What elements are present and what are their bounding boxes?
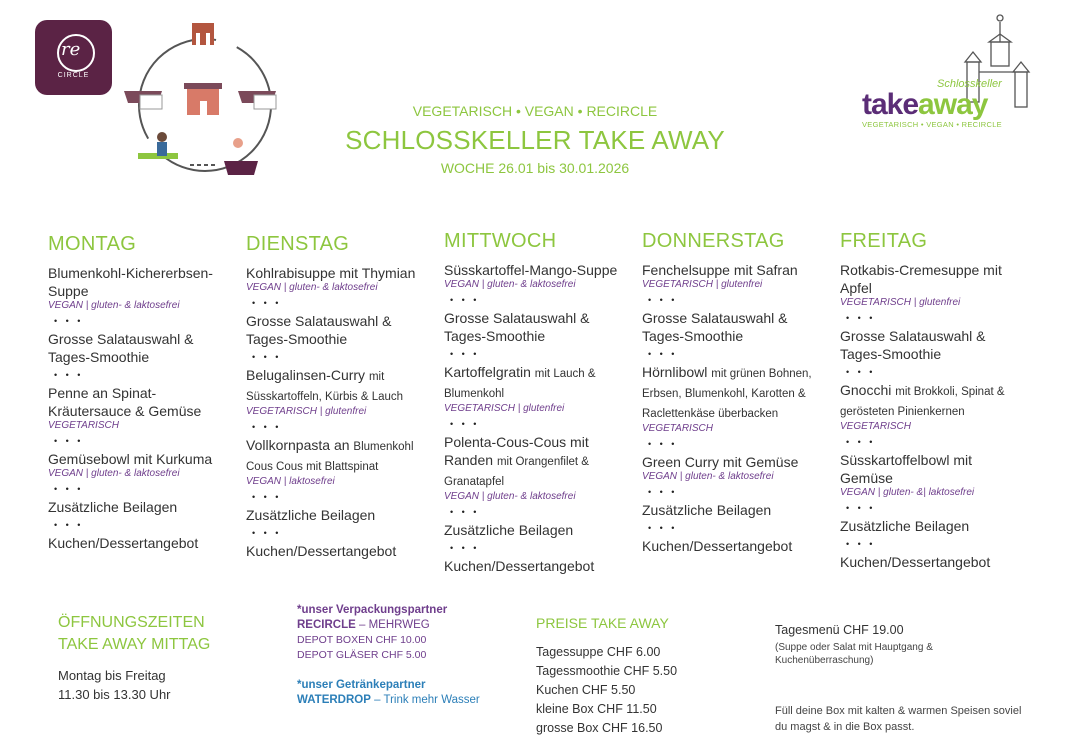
- separator-dots: • • •: [54, 316, 84, 326]
- dish-name: Zusätzliche Beilagen: [642, 502, 772, 518]
- dish-name: Kuchen/Dessertangebot: [642, 538, 793, 554]
- restaurant-icon: [192, 23, 214, 45]
- dish-name: Süsskartoffelbowl mit Gemüse: [840, 452, 973, 486]
- separator-dots: • • •: [450, 419, 480, 429]
- dish-diet-tag: VEGAN | gluten- & laktosefrei: [444, 491, 576, 502]
- dish-item: [48, 264, 228, 300]
- fill-box-note: Füll deine Box mit kalten & warmen Speisen soviel du magst & in die Box passt.: [775, 705, 1022, 733]
- separator-dots: • • •: [450, 295, 480, 305]
- dish-name: Vollkornpasta an: [246, 437, 350, 453]
- day-title: MITTWOCH: [444, 230, 557, 252]
- dish-item: [48, 450, 228, 468]
- separator-dots: • • •: [648, 439, 678, 449]
- separator-dots: • • •: [648, 523, 678, 533]
- dish-diet-tag: VEGETARISCH | glutenfrei: [642, 279, 763, 290]
- dish-name: Gnocchi: [840, 382, 892, 398]
- dish-item: [642, 501, 822, 519]
- separator-dots: • • •: [252, 352, 282, 362]
- drink-partner-title: *unser Getränkepartner: [297, 679, 426, 691]
- dish-item: [642, 453, 822, 471]
- dish-name: Kuchen/Dessertangebot: [444, 558, 595, 574]
- dish-item: [642, 261, 822, 279]
- packaging-partner-title: *unser Verpackungspartner: [297, 604, 448, 616]
- separator-dots: • • •: [846, 313, 876, 323]
- dish-description: mit grünen Bohnen, Erbsen, Blumenkohl, Karotten & Raclettenkäse überbacken: [642, 368, 812, 420]
- dish-item: [642, 537, 822, 555]
- dish-item: [444, 309, 624, 345]
- hours-body: [58, 666, 171, 704]
- drink-partner-desc: – Trink mehr Wasser: [370, 694, 480, 706]
- recircle-logo-text: CIRCLE: [57, 72, 90, 79]
- price-item: Tagessmoothie CHF 5.50: [536, 664, 678, 678]
- dish-item: [840, 553, 1020, 571]
- dish-name: Blumenkohl-Kichererbsen-Suppe: [48, 265, 213, 299]
- dish-item: [246, 542, 426, 560]
- prices-title: PREISE TAKE AWAY: [536, 615, 669, 631]
- dish-diet-tag: VEGETARISCH: [840, 421, 911, 432]
- dish-diet-tag: VEGAN | gluten- & laktosefrei: [444, 279, 576, 290]
- day-column-freitag: [840, 230, 1020, 571]
- dish-item: [444, 521, 624, 539]
- dish-diet-tag: VEGETARISCH | glutenfrei: [444, 403, 565, 414]
- price-item: Kuchen CHF 5.50: [536, 683, 636, 697]
- dish-item: [840, 261, 1020, 297]
- dish-item: [840, 381, 1020, 421]
- separator-dots: • • •: [846, 539, 876, 549]
- dish-name: Kuchen/Dessertangebot: [48, 535, 199, 551]
- hours-days: Montag bis Freitag: [58, 668, 166, 683]
- dish-diet-tag: VEGETARISCH: [48, 420, 119, 431]
- person-bench-icon: [138, 132, 178, 159]
- separator-dots: • • •: [54, 370, 84, 380]
- dish-diet-tag: VEGAN | gluten- & laktosefrei: [642, 471, 774, 482]
- dish-name: Rotkabis-Cremesuppe mit Apfel: [840, 262, 1002, 296]
- separator-dots: • • •: [54, 484, 84, 494]
- dish-name: Zusätzliche Beilagen: [246, 507, 376, 523]
- partners: [297, 603, 517, 708]
- dish-name: Grosse Salatauswahl & Tages-Smoothie: [840, 328, 986, 362]
- dish-diet-tag: VEGETARISCH | glutenfrei: [246, 406, 367, 417]
- dish-diet-tag: VEGAN | gluten- &| laktosefrei: [840, 487, 975, 498]
- dish-name: Zusätzliche Beilagen: [840, 518, 970, 534]
- separator-dots: • • •: [54, 520, 84, 530]
- day-title: FREITAG: [840, 230, 928, 252]
- hours-title-line2: TAKE AWAY MITTAG: [58, 636, 211, 653]
- page-title: SCHLOSSKELLER TAKE AWAY: [345, 125, 725, 155]
- dish-name: Polenta-Cous-Cous mit Randen: [444, 434, 589, 468]
- dish-item: [48, 534, 228, 552]
- recircle-logo: [35, 20, 112, 95]
- dish-name: Kohlrabisuppe mit Thymian: [246, 265, 416, 281]
- dish-description: mit Orangenfilet & Granatapfel: [444, 456, 589, 488]
- day-column-dienstag: [246, 233, 426, 560]
- separator-dots: • • •: [648, 295, 678, 305]
- dish-diet-tag: VEGAN | gluten- & laktosefrei: [48, 300, 180, 311]
- daily-menu-note: (Suppe oder Salat mit Hauptgang & Kuchenüberraschung): [775, 642, 933, 666]
- dish-item: [642, 363, 822, 423]
- separator-dots: • • •: [648, 349, 678, 359]
- dish-name: Hörnlibowl: [642, 364, 708, 380]
- dish-item: [48, 384, 228, 420]
- hours-times: 11.30 bis 13.30 Uhr: [58, 687, 171, 702]
- dish-item: [642, 309, 822, 345]
- separator-dots: • • •: [648, 487, 678, 497]
- separator-dots: • • •: [846, 367, 876, 377]
- packaging-partner-desc: – MEHRWEG: [355, 619, 430, 631]
- dish-name: Grosse Salatauswahl & Tages-Smoothie: [246, 313, 392, 347]
- prices-list: [536, 643, 677, 738]
- separator-dots: • • •: [252, 528, 282, 538]
- daily-menu-price: Tagesmenü CHF 19.00: [775, 623, 904, 637]
- takeaway-logo-script: Schlosskeller: [937, 78, 1002, 90]
- dish-name: Kuchen/Dessertangebot: [840, 554, 991, 570]
- dish-item: [444, 261, 624, 279]
- separator-dots: • • •: [846, 503, 876, 513]
- dish-name: Zusätzliche Beilagen: [48, 499, 178, 515]
- depot-glasses: DEPOT GLÄSER CHF 5.00: [297, 649, 427, 661]
- dish-item: [246, 366, 426, 406]
- dish-name: Zusätzliche Beilagen: [444, 522, 574, 538]
- separator-dots: • • •: [450, 507, 480, 517]
- dish-diet-tag: VEGAN | laktosefrei: [246, 476, 335, 487]
- dish-item: [48, 330, 228, 366]
- recircle-logo-mark: re: [61, 39, 81, 60]
- day-column-montag: [48, 233, 228, 552]
- hours-title-line1: ÖFFNUNGSZEITEN: [58, 614, 205, 631]
- price-item: grosse Box CHF 16.50: [536, 721, 663, 735]
- dish-diet-tag: VEGAN | gluten- & laktosefrei: [48, 468, 180, 479]
- depot-boxes: DEPOT BOXEN CHF 10.00: [297, 634, 427, 646]
- dish-diet-tag: VEGAN | gluten- & laktosefrei: [246, 282, 378, 293]
- dish-item: [48, 498, 228, 516]
- recircle-cycle-illustration: [120, 15, 295, 185]
- dish-name: Penne an Spinat-Kräutersauce & Gemüse: [48, 385, 202, 419]
- day-title: DIENSTAG: [246, 233, 350, 255]
- day-column-mittwoch: [444, 230, 624, 575]
- drink-partner-name: WATERDROP: [297, 694, 371, 706]
- dish-name: Grosse Salatauswahl & Tages-Smoothie: [48, 331, 194, 365]
- price-item: Tagessuppe CHF 6.00: [536, 645, 661, 659]
- dish-item: [444, 557, 624, 575]
- separator-dots: • • •: [450, 349, 480, 359]
- person-bowl-icon: [224, 138, 258, 175]
- separator-dots: • • •: [252, 422, 282, 432]
- day-title: DONNERSTAG: [642, 230, 785, 252]
- dish-item: [246, 436, 426, 476]
- shop-icon: [184, 83, 222, 115]
- dish-description: mit Brokkoli, Spinat & gerösteten Pinienkernen: [840, 386, 1005, 418]
- price-item: kleine Box CHF 11.50: [536, 702, 657, 716]
- dish-name: Belugalinsen-Curry: [246, 367, 366, 383]
- separator-dots: • • •: [54, 436, 84, 446]
- dish-item: [246, 264, 426, 282]
- separator-dots: • • •: [252, 298, 282, 308]
- dish-name: Grosse Salatauswahl & Tages-Smoothie: [444, 310, 590, 344]
- day-column-donnerstag: [642, 230, 822, 555]
- dish-diet-tag: VEGETARISCH: [642, 423, 713, 434]
- dish-name: Kuchen/Dessertangebot: [246, 543, 397, 559]
- separator-dots: • • •: [450, 543, 480, 553]
- takeaway-logo-word-take: take: [862, 88, 919, 121]
- separator-dots: • • •: [252, 492, 282, 502]
- takeaway-logo-word: [862, 88, 1012, 122]
- dish-description: Blumenkohl Cous Cous mit Blattspinat: [246, 441, 414, 473]
- packaging-partner-name: RECIRCLE: [297, 619, 356, 631]
- week-range: WOCHE 26.01 bis 30.01.2026: [440, 160, 630, 176]
- separator-dots: • • •: [846, 437, 876, 447]
- dish-item: [840, 517, 1020, 535]
- dish-name: Kartoffelgratin: [444, 364, 531, 380]
- box-right-icon: [238, 91, 276, 109]
- dish-description: mit Lauch & Blumenkohl: [444, 368, 596, 400]
- header-tagline: VEGETARISCH • VEGAN • RECIRCLE: [412, 103, 658, 119]
- dish-item: [444, 433, 624, 491]
- takeaway-logo-sub: VEGETARISCH • VEGAN • RECIRCLE: [862, 120, 1002, 129]
- dish-name: Fenchelsuppe mit Safran: [642, 262, 798, 278]
- takeaway-logo: [862, 80, 1012, 129]
- day-title: MONTAG: [48, 233, 137, 255]
- dish-item: [840, 451, 1020, 487]
- dish-name: Gemüsebowl mit Kurkuma: [48, 451, 213, 467]
- dish-description: mit Süsskartoffeln, Kürbis & Lauch: [246, 371, 404, 403]
- dish-item: [246, 312, 426, 348]
- dish-name: Green Curry mit Gemüse: [642, 454, 799, 470]
- dish-item: [840, 327, 1020, 363]
- dish-item: [444, 363, 624, 403]
- dish-name: Grosse Salatauswahl & Tages-Smoothie: [642, 310, 788, 344]
- dish-name: Süsskartoffel-Mango-Suppe: [444, 262, 618, 278]
- dish-diet-tag: VEGETARISCH | glutenfrei: [840, 297, 961, 308]
- dish-item: [246, 506, 426, 524]
- hours-title: [58, 612, 210, 656]
- takeaway-logo-word-away: away: [918, 88, 988, 121]
- box-left-icon: [124, 91, 162, 109]
